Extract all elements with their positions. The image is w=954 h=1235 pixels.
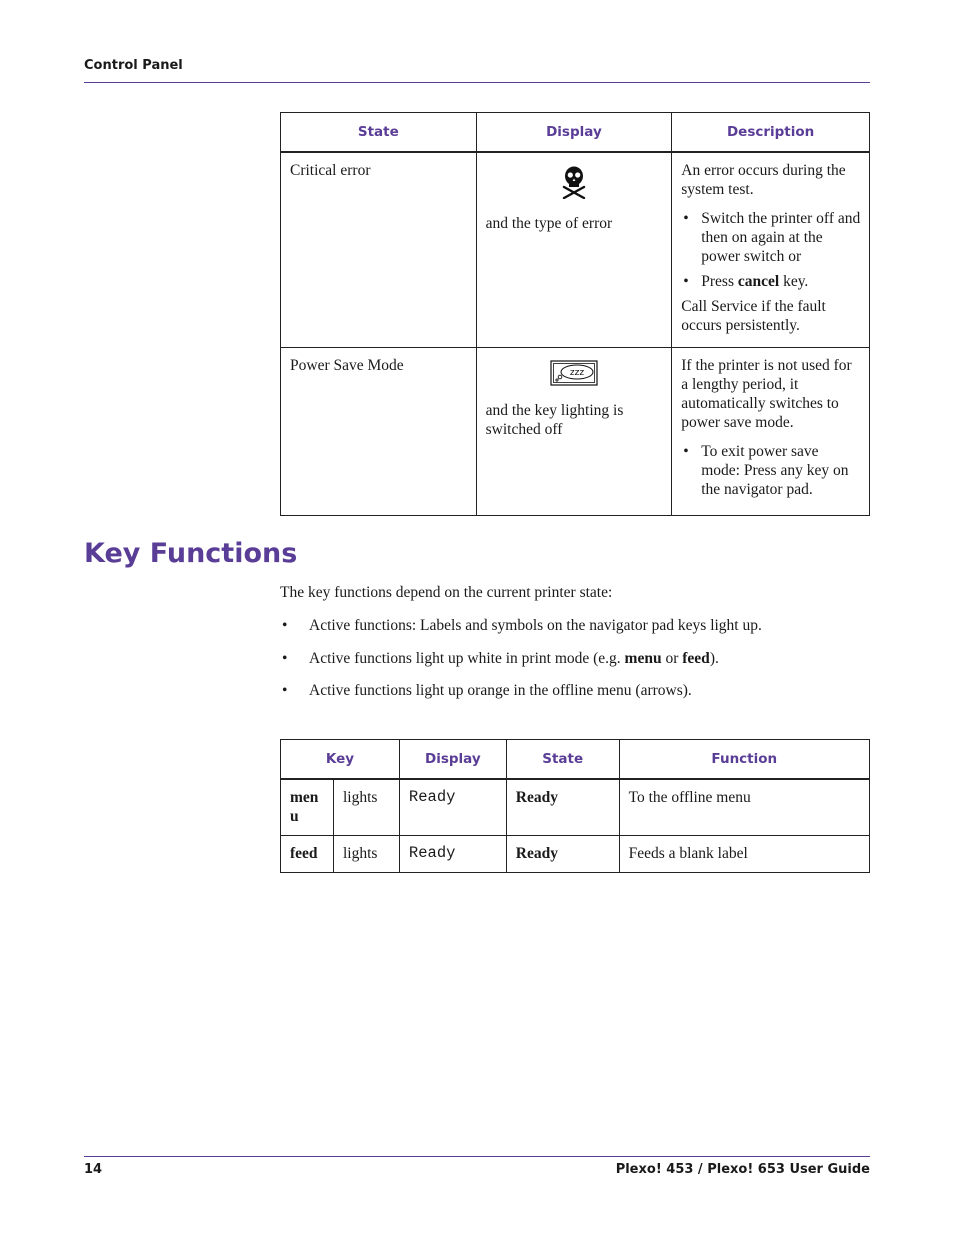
section-intro: The key functions depend on the current printer state: <box>280 584 613 601</box>
cancel-key-label: cancel <box>737 273 780 290</box>
table-row-power-save <box>281 347 870 515</box>
state-cell: Power Save Mode <box>281 347 477 515</box>
display-text: and the type of error <box>485 215 613 232</box>
list-item: • Switch the printer off and then on again at the power switch or <box>701 209 861 266</box>
column-header-function: Function <box>619 740 869 780</box>
display-cell <box>476 152 672 347</box>
display-cell <box>476 347 672 515</box>
description-cell <box>672 152 870 347</box>
list-item: • Press cancel key. <box>701 272 861 291</box>
column-header-display: Display <box>476 113 672 153</box>
table-header-row <box>281 740 870 780</box>
list-item: • Active functions light up orange in the offline menu (arrows). <box>280 682 762 715</box>
display-cell: Ready <box>399 779 506 835</box>
column-header-description: Description <box>672 113 870 153</box>
key-name-cell: men u <box>281 779 334 835</box>
table-row <box>281 779 870 835</box>
description-outro: Call Service if the fault occurs persistently. <box>681 298 826 334</box>
table-row <box>281 835 870 872</box>
column-header-display: Display <box>399 740 506 780</box>
state-cell: Ready <box>506 835 619 872</box>
footer-rule <box>84 1156 870 1157</box>
feed-key-label: feed <box>682 649 710 667</box>
menu-key-label: menu <box>624 649 662 667</box>
display-cell: Ready <box>399 835 506 872</box>
running-header: Control Panel <box>84 58 183 73</box>
page-number: 14 <box>84 1162 103 1177</box>
table-header-row <box>281 113 870 153</box>
key-functions-bullets <box>280 617 762 715</box>
state-cell: Critical error <box>281 152 477 347</box>
guide-title: Plexo! 453 / Plexo! 653 User Guide <box>615 1162 870 1177</box>
svg-text:zzz: zzz <box>570 367 585 378</box>
list-item: • To exit power save mode: Press any key on the navigator pad. <box>701 442 861 499</box>
printer-state-table <box>280 112 870 516</box>
function-cell: To the offline menu <box>619 779 869 835</box>
column-header-state: State <box>281 113 477 153</box>
column-header-state: State <box>506 740 619 780</box>
description-bullets <box>681 209 861 291</box>
list-item: • Active functions light up white in print mode (e.g. menu or feed). <box>280 650 762 683</box>
key-display-cell: lights <box>333 779 399 835</box>
state-cell: Ready <box>506 779 619 835</box>
display-text: and the key lighting is switched off <box>485 401 624 438</box>
description-intro: An error occurs during the system test. <box>681 162 846 198</box>
header-rule <box>84 82 870 83</box>
key-name-cell: feed <box>281 835 334 872</box>
section-title: Key Functions <box>84 538 298 569</box>
sleep-zzz-icon <box>550 360 598 386</box>
list-item: • Active functions: Labels and symbols on the navigator pad keys light up. <box>280 617 762 650</box>
description-cell <box>672 347 870 515</box>
description-intro: If the printer is not used for a lengthy period, it automatically switches to power save mode. <box>681 356 852 431</box>
column-header-key: Key <box>281 740 400 780</box>
skull-crossbones-icon <box>561 165 587 199</box>
key-display-cell: lights <box>333 835 399 872</box>
table-row-critical-error <box>281 152 870 347</box>
key-functions-table <box>280 739 870 873</box>
function-cell: Feeds a blank label <box>619 835 869 872</box>
description-bullets <box>681 442 861 499</box>
